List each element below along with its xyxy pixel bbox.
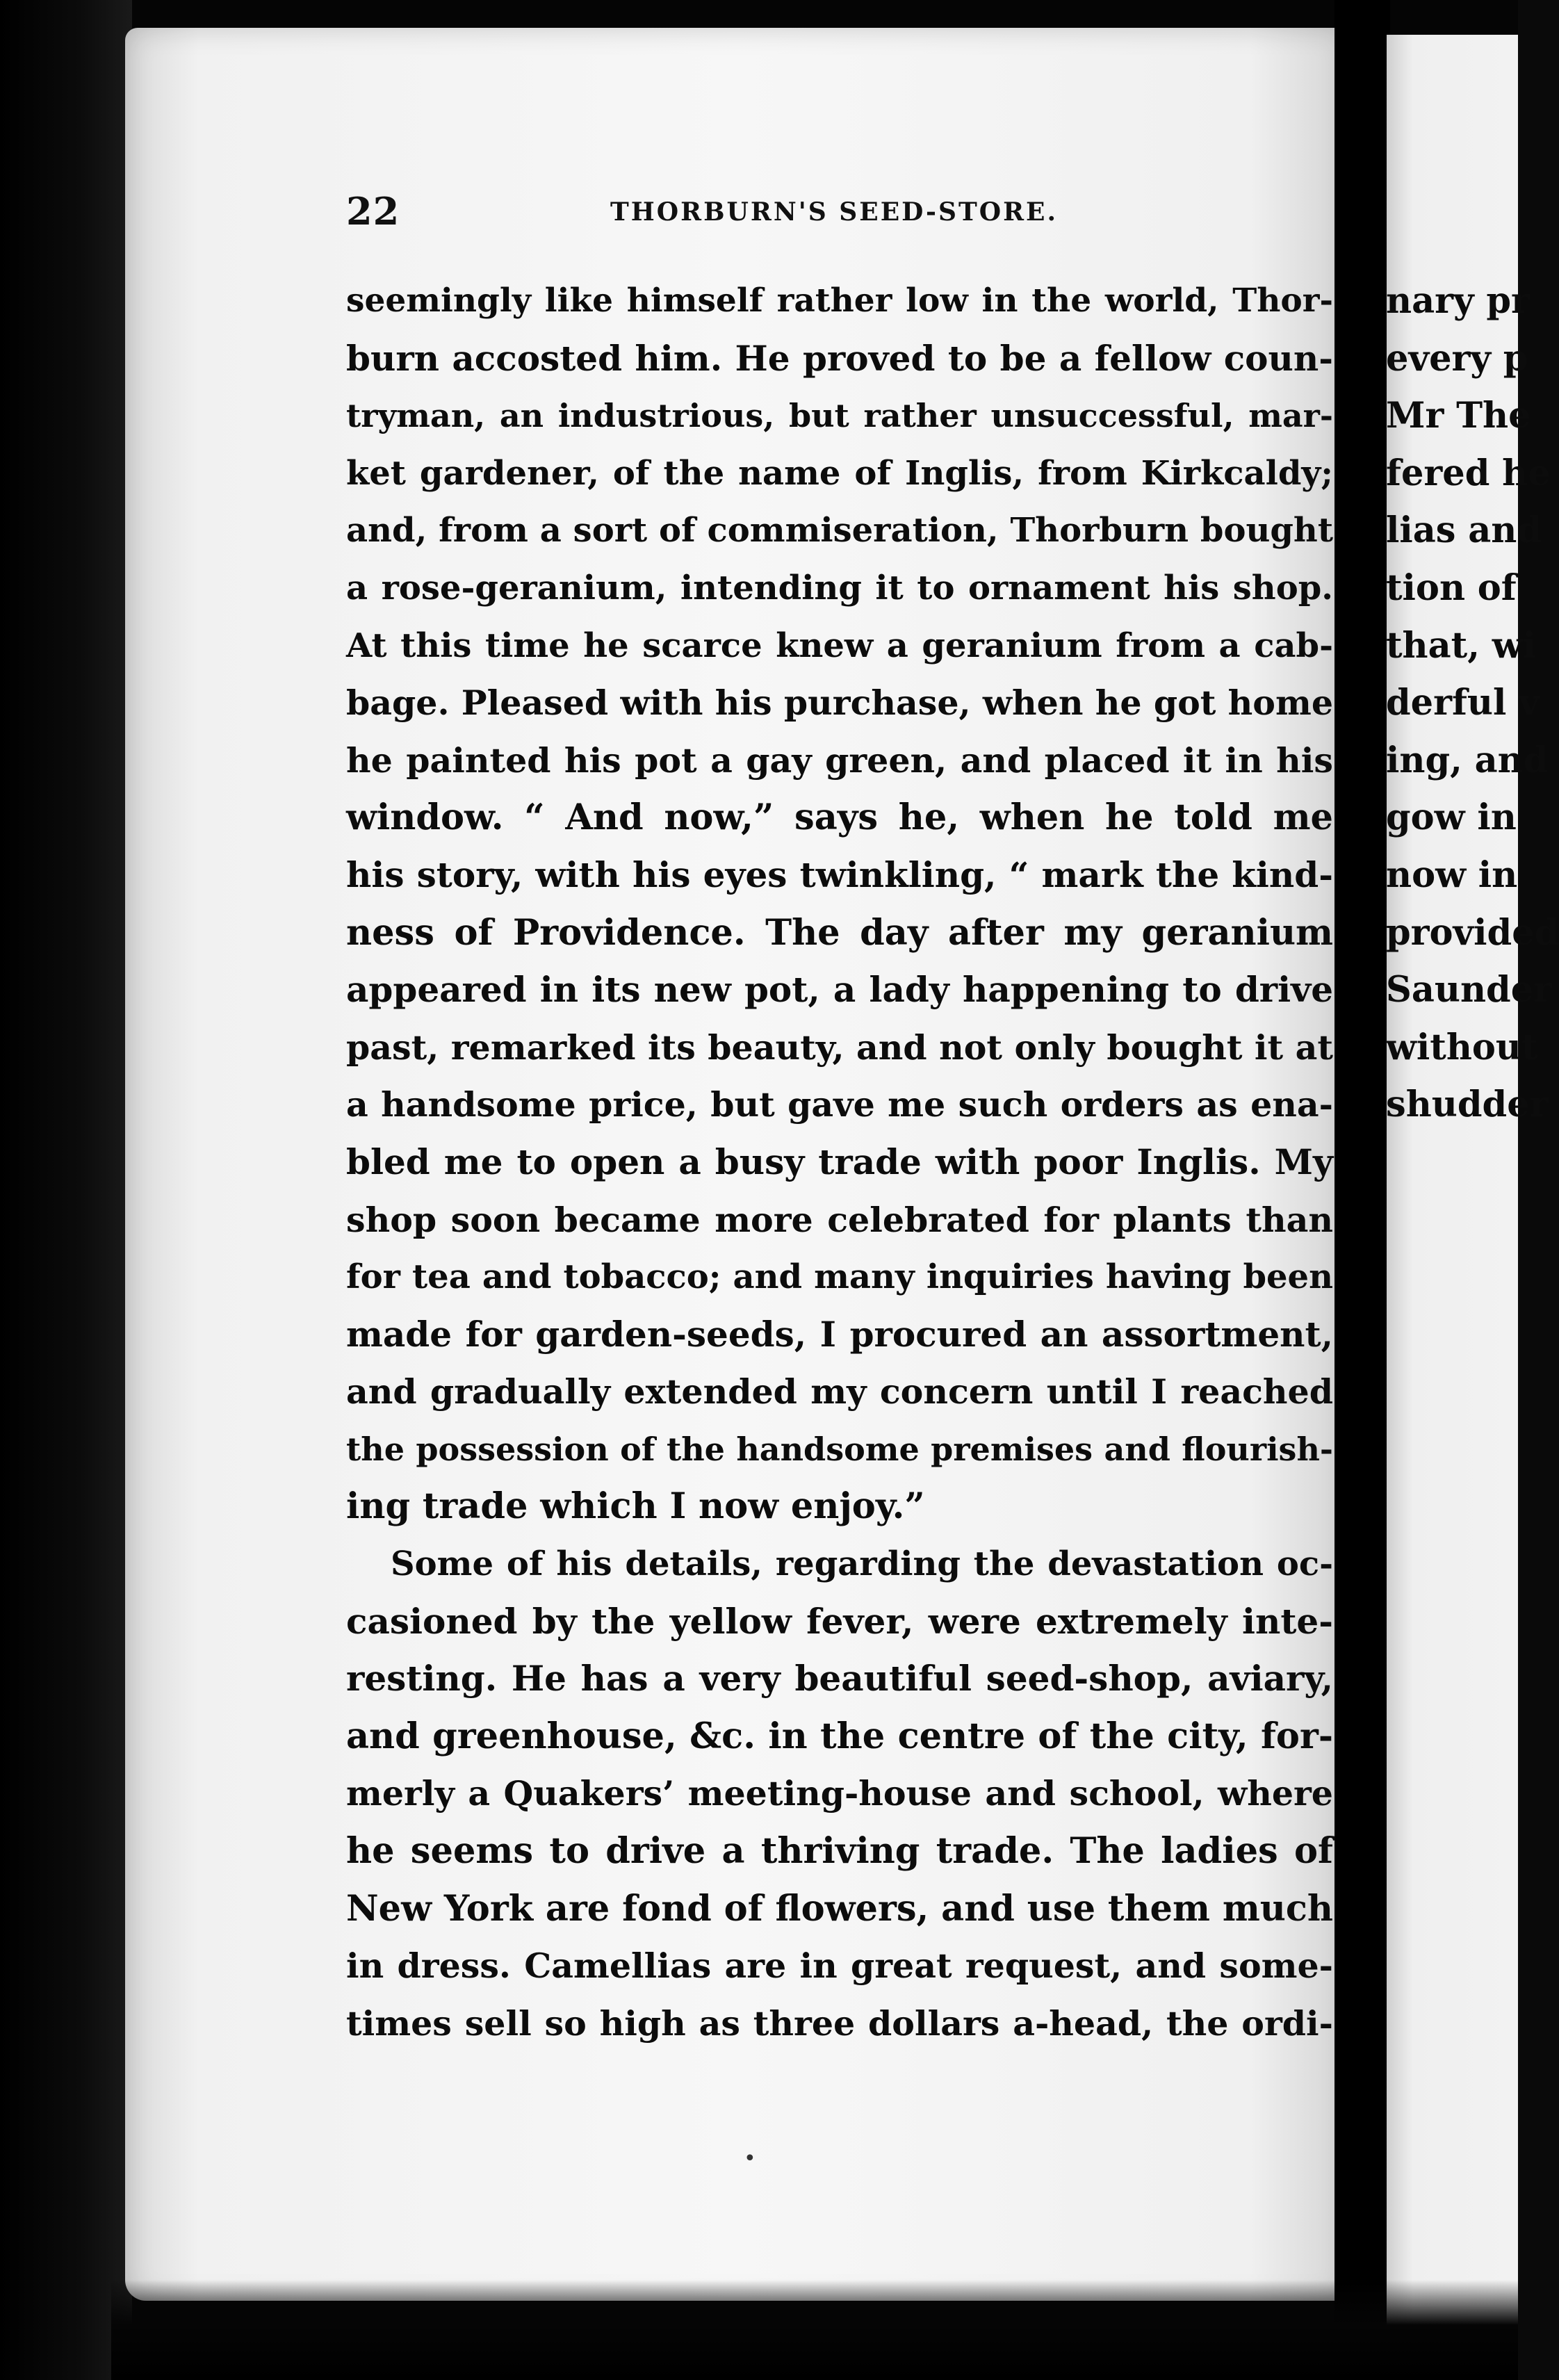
page-gap: [1334, 0, 1390, 2380]
text-line: merly a Quakers’ meeting-house and school, where: [346, 1773, 1333, 1814]
text-line: a rose-geranium, intending it to ornament his shop.: [346, 568, 1333, 608]
text-line: ness of Providence. The day after my geranium: [346, 911, 1333, 954]
right-page-line: provided: [1386, 911, 1559, 954]
text-line: and gradually extended my concern until I reached: [346, 1371, 1333, 1412]
right-page-line: without: [1386, 1026, 1538, 1068]
text-line: times sell so high as three dollars a-head, the ordi-: [346, 2003, 1333, 2044]
right-page-line: that, wi: [1386, 624, 1537, 667]
text-line: resting. He has a very beautiful seed-shop, aviary,: [346, 1658, 1333, 1700]
right-page-line: Saunder: [1386, 969, 1553, 1011]
text-line: burn accosted him. He proved to be a fellow coun-: [346, 337, 1333, 379]
text-line: ing trade which I now enjoy.”: [346, 1485, 925, 1528]
text-line: casioned by the yellow fever, were extremely inte-: [346, 1600, 1333, 1642]
right-page-line: every p: [1386, 337, 1528, 380]
right-page-line: lias and: [1386, 510, 1542, 552]
text-line: shop soon became more celebrated for plants than: [346, 1199, 1333, 1240]
text-line: bage. Pleased with his purchase, when he got home: [346, 683, 1333, 724]
text-line: seemingly like himself rather low in the world, Thor-: [346, 282, 1333, 320]
page-header: [346, 189, 1333, 252]
running-head: THORBURN'S SEED-STORE.: [610, 197, 1059, 227]
text-line: appeared in its new pot, a lady happening to drive: [346, 969, 1333, 1011]
text-line: At this time he scarce knew a geranium from a cab-: [346, 626, 1333, 665]
binding-gutter: [0, 0, 132, 2380]
right-page-line: shudder: [1386, 1084, 1549, 1126]
right-page-line: Mr The: [1386, 395, 1531, 437]
right-page-line: derful v: [1386, 682, 1540, 724]
page-number: 22: [346, 189, 400, 234]
right-page-line: now in: [1386, 854, 1518, 896]
text-line: and, from a sort of commiseration, Thorburn bought: [346, 511, 1333, 551]
right-page-text: [1386, 272, 1559, 1134]
right-page-line: nary pr: [1386, 280, 1530, 322]
text-line: he painted his pot a gay green, and placed it in his: [346, 740, 1333, 781]
text-line: he seems to drive a thriving trade. The ladies of: [346, 1830, 1333, 1873]
text-line: past, remarked its beauty, and not only bought it at: [346, 1027, 1333, 1068]
bottom-shadow: [111, 2280, 1518, 2380]
footer-mark: •: [744, 2146, 756, 2171]
text-line: his story, with his eyes twinkling, “ mark the kind-: [346, 854, 1333, 895]
text-line: for tea and tobacco; and many inquiries having been: [346, 1257, 1333, 1297]
text-line: ket gardener, of the name of Inglis, from Kirkcaldy;: [346, 453, 1333, 493]
text-line: in dress. Camellias are in great request, and some-: [346, 1946, 1333, 1987]
right-page-line: gow in: [1386, 797, 1517, 839]
text-line: window. “ And now,” says he, when he told me: [346, 797, 1333, 839]
body-text: [346, 272, 1333, 2052]
text-line: and greenhouse, &c. in the centre of the city, for-: [346, 1715, 1333, 1757]
right-page-line: tion of: [1386, 567, 1517, 609]
text-line: tryman, an industrious, but rather unsuccessful, mar-: [346, 397, 1333, 435]
text-line: a handsome price, but gave me such orders as ena-: [346, 1084, 1333, 1125]
text-line: bled me to open a busy trade with poor Inglis. My: [346, 1141, 1333, 1182]
text-line: New York are fond of flowers, and use them much: [346, 1887, 1333, 1930]
text-line: the possession of the handsome premises and flourish-: [346, 1430, 1333, 1468]
right-page-line: ing, and: [1386, 739, 1549, 781]
right-page-line: fered he: [1386, 452, 1551, 494]
text-line: Some of his details, regarding the devastation oc-: [391, 1544, 1333, 1584]
text-line: made for garden-seeds, I procured an assortment,: [346, 1313, 1333, 1355]
